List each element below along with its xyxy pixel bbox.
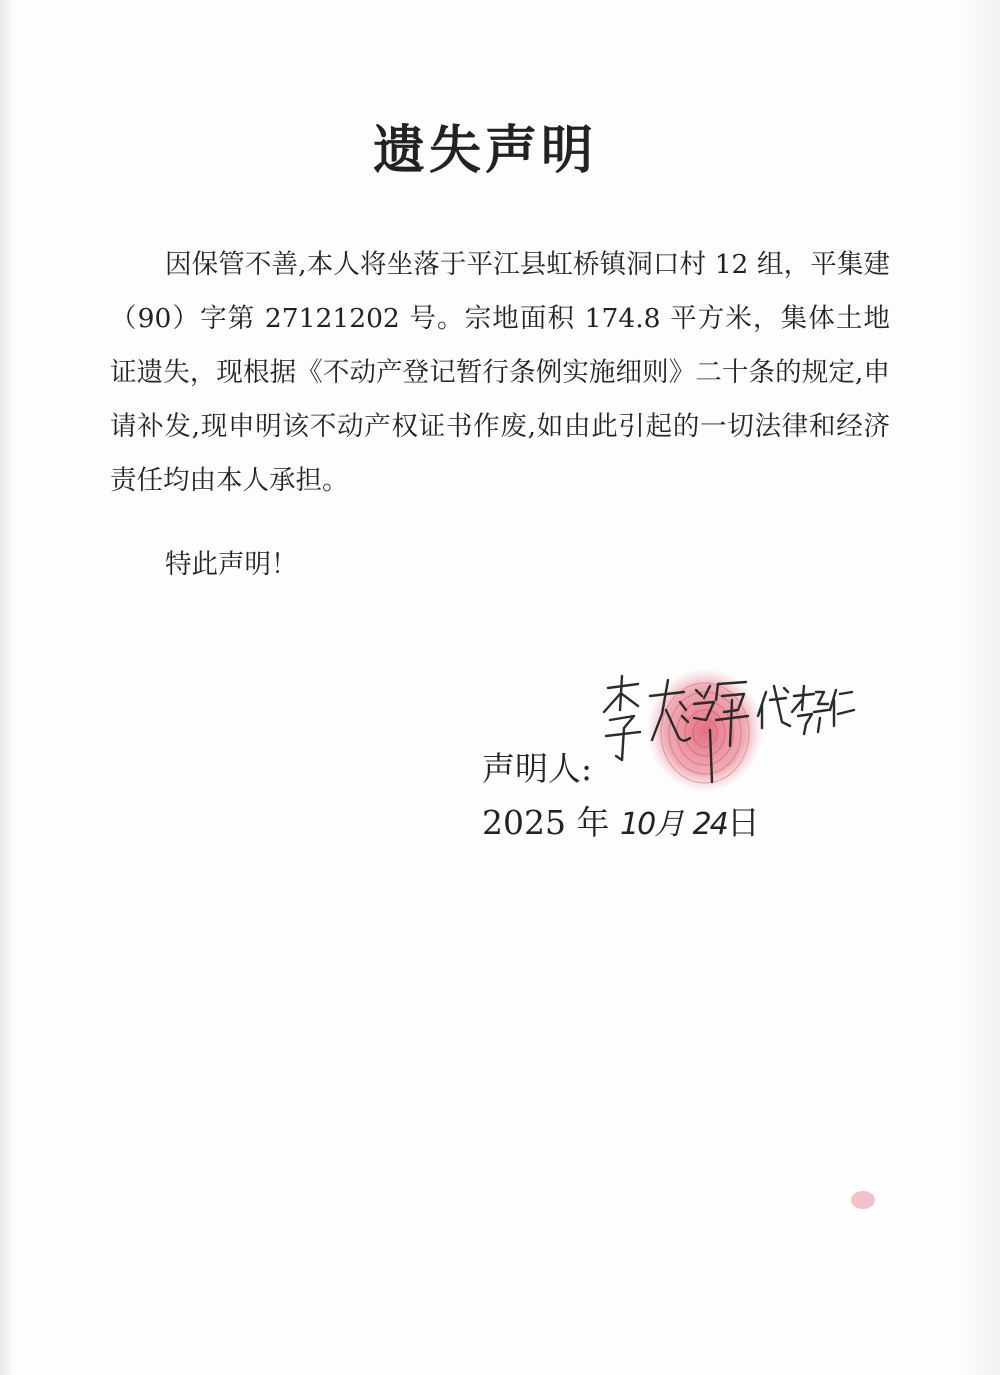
declarant-label: 声明人: [482,749,593,788]
red-ink-smudge [848,1188,878,1212]
date-month-unit: 月 [654,807,683,842]
date-year: 2025 [482,803,566,842]
closing-statement: 特此声明！ [165,549,298,580]
date-day-unit: 日 [726,803,760,842]
scan-edge-left [0,0,14,1375]
date-month: 10 [619,807,655,842]
declaration-date [482,797,760,844]
date-day: 24 [692,807,727,842]
handwritten-signature [598,670,858,790]
date-year-unit: 年 [576,803,610,842]
scan-edge-right [960,0,1000,1375]
document-title: 遗失声明 [372,121,597,181]
declaration-body: 因保管不善,本人将坐落于平江县虹桥镇洞口村 12 组，平集建（90）字第 27121202 号。宗地面积 174.8 平方米，集体土地证遗失，现根据《不动产登记暂行条例实施细则》二十条的规定,申请补发,现申明该不动产权证书作废,如由此引起的一切法律和经济责任均由本人承担。 [110,249,890,496]
